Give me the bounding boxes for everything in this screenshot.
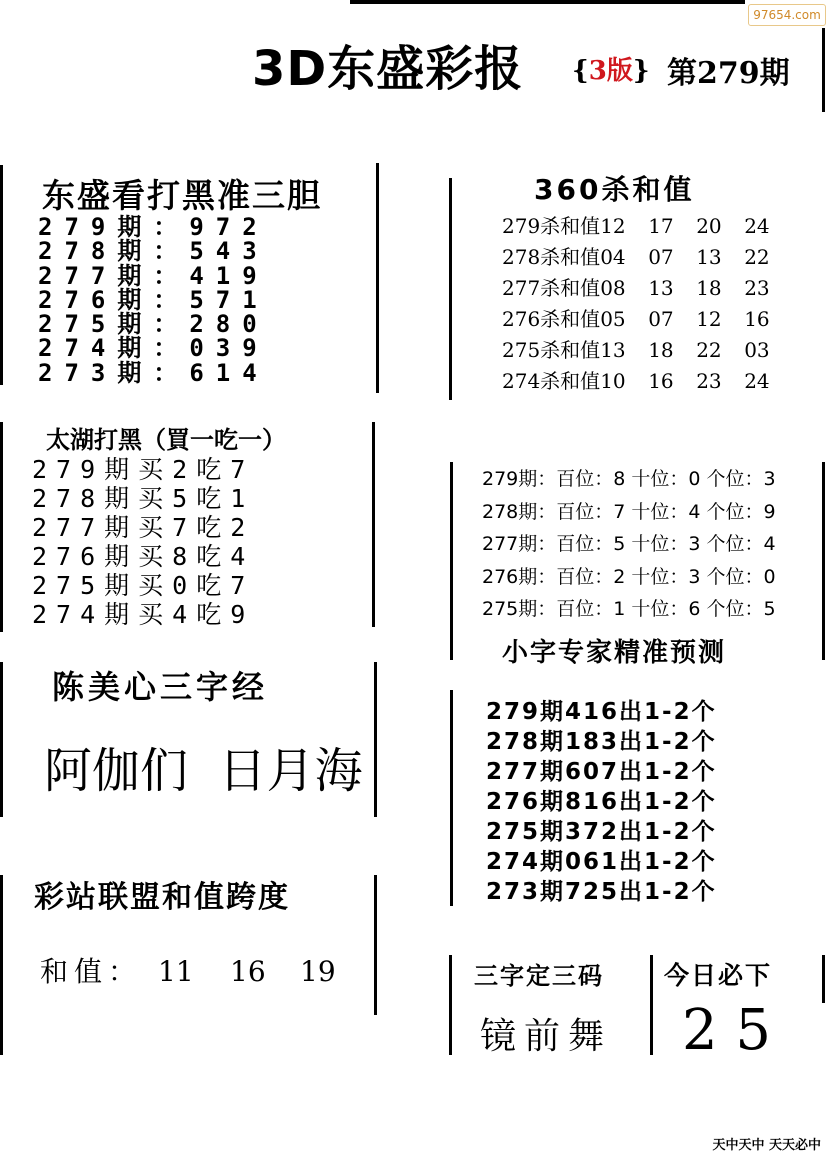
- sha-num: 24: [744, 369, 770, 393]
- xiaozi-row: 275期372出1-2个: [486, 819, 717, 845]
- sha-hezhi-label: 275杀和值: [502, 338, 601, 362]
- taihu-row: 279期买2吃7: [32, 455, 255, 484]
- chenmeixin-text: 阿伽们 日月海: [44, 743, 363, 799]
- version-brace-close: }: [632, 56, 650, 86]
- sha-num: 13: [600, 338, 626, 362]
- sha-num: 07: [648, 307, 674, 331]
- divider-right-3: [450, 690, 453, 906]
- dongsheng-row: 279期：972: [38, 213, 269, 241]
- xiaozi-row: 277期607出1-2个: [486, 759, 717, 785]
- xiaozi-row: 276期816出1-2个: [486, 789, 717, 815]
- xiaozi-row: 278期183出1-2个: [486, 729, 717, 755]
- divider-left-3: [0, 662, 3, 817]
- xiaozi-row: 279期416出1-2个: [486, 699, 717, 725]
- dongsheng-title: 东盛看打黑准三胆: [42, 176, 322, 215]
- chenmeixin-title: 陈美心三字经: [52, 668, 269, 706]
- bixia-value: 2 5: [682, 998, 772, 1063]
- sanzi-text: 镜前舞: [480, 1016, 613, 1057]
- weizhi-row: 277期：百位：5 十位：3 个位：4: [482, 533, 776, 555]
- dongsheng-row: 276期：571: [38, 285, 269, 314]
- sha-num: 12: [600, 214, 626, 238]
- dongsheng-row: 274期：039: [38, 334, 269, 363]
- xiaozi-row: 274期061出1-2个: [486, 849, 717, 875]
- sha-num: 23: [696, 369, 722, 393]
- caizhan-value: 16: [230, 955, 266, 988]
- sha-num: 22: [696, 338, 722, 362]
- sha-num: 18: [696, 276, 722, 300]
- caizhan-title: 彩站联盟和值跨度: [34, 880, 290, 915]
- bixia-title: 今日必下: [664, 961, 773, 990]
- taihu-list: [32, 455, 254, 629]
- footer-slogan: 天中天中 天天必中: [712, 1138, 821, 1153]
- sha-hezhi-label: 277杀和值: [502, 276, 601, 300]
- xiaozi-list: [486, 697, 717, 907]
- xiaozi-title: 小字专家精准预测: [502, 638, 727, 668]
- dongsheng-row: 273期：614: [38, 358, 269, 387]
- divider-right-1: [449, 178, 452, 400]
- sha-num: 07: [648, 245, 674, 269]
- divider-left-4: [0, 875, 3, 1055]
- divider-mid-4: [374, 875, 377, 1015]
- sha-hezhi-list: [502, 211, 792, 397]
- divider-right-4: [449, 955, 452, 1055]
- sha-hezhi-row: [502, 242, 792, 273]
- sha-num: 05: [600, 307, 626, 331]
- sha-num: 13: [696, 245, 722, 269]
- dongsheng-row: 275期：280: [38, 310, 269, 339]
- weizhi-row: 279期：百位：8 十位：0 个位：3: [482, 468, 776, 490]
- sha-num: 12: [696, 307, 722, 331]
- weizhi-row: 278期：百位：7 十位：4 个位：9: [482, 500, 776, 523]
- site-watermark: 97654.com: [748, 4, 826, 26]
- sha-num: 17: [648, 214, 674, 238]
- top-rule: [350, 0, 745, 4]
- sha-hezhi-row: [502, 335, 792, 366]
- sha-num: 18: [648, 338, 674, 362]
- sha-num: 24: [744, 214, 770, 238]
- sanzi-title: 三字定三码: [474, 962, 604, 990]
- taihu-row: 274期买4吃9: [32, 600, 255, 629]
- dongsheng-list: [38, 215, 269, 385]
- sha-num: 13: [648, 276, 674, 300]
- divider-mid-2: [372, 422, 375, 627]
- sha-hezhi-row: [502, 366, 792, 397]
- sha-num: 16: [744, 307, 770, 331]
- weizhi-list: [482, 463, 776, 626]
- sha-num: 04: [600, 245, 626, 269]
- taihu-row: 275期买0吃7: [32, 571, 255, 600]
- divider-right-2b: [822, 462, 825, 660]
- divider-mid-1: [376, 163, 379, 393]
- caizhan-values: [40, 950, 336, 990]
- version-label: 3版: [588, 56, 633, 86]
- caizhan-value: 11: [158, 955, 194, 988]
- sha-hezhi-label: 279杀和值: [502, 214, 601, 238]
- taihu-title: 太湖打黑（買一吃一）: [46, 426, 286, 454]
- taihu-row: 277期买7吃2: [32, 513, 255, 542]
- xiaozi-row: 273期725出1-2个: [486, 879, 717, 905]
- sha-num: 23: [744, 276, 770, 300]
- issue-number: 第279期: [667, 56, 790, 91]
- sha-hezhi-label: 274杀和值: [502, 369, 601, 393]
- caizhan-label: 和值：: [40, 955, 143, 988]
- weizhi-row: 275期：百位：1 十位：6 个位：5: [482, 598, 776, 620]
- dongsheng-row: 277期：419: [38, 261, 269, 290]
- sha-hezhi-row: [502, 273, 792, 304]
- sha-num: 08: [600, 276, 626, 300]
- sha-num: 20: [696, 214, 722, 238]
- version-brace-open: {: [572, 56, 589, 86]
- weizhi-row: 276期：百位：2 十位：3 个位：0: [482, 565, 776, 588]
- dongsheng-row: 278期：543: [38, 237, 269, 266]
- version-badge: [572, 50, 650, 87]
- divider-left-1: [0, 165, 3, 385]
- sha-hezhi-label: 276杀和值: [502, 307, 601, 331]
- divider-right-6: [822, 955, 825, 1003]
- sha-num: 10: [600, 369, 626, 393]
- caizhan-value: 19: [300, 955, 336, 988]
- taihu-row: 276期买8吃4: [32, 542, 255, 571]
- sha-hezhi-row: [502, 304, 792, 335]
- divider-left-2: [0, 422, 3, 632]
- divider-right-5: [650, 955, 653, 1055]
- sha-hezhi-title: 360杀和值: [534, 173, 695, 206]
- divider-mid-3: [374, 662, 377, 817]
- sha-hezhi-row: [502, 211, 792, 242]
- sha-num: 16: [648, 369, 674, 393]
- sha-num: 03: [744, 338, 770, 362]
- divider-right-2: [450, 462, 453, 660]
- top-right-rule: [822, 28, 825, 112]
- sha-num: 22: [744, 245, 770, 269]
- taihu-row: 278期买5吃1: [32, 484, 255, 513]
- sha-hezhi-label: 278杀和值: [502, 245, 601, 269]
- paper-title: 3D东盛彩报: [252, 41, 524, 97]
